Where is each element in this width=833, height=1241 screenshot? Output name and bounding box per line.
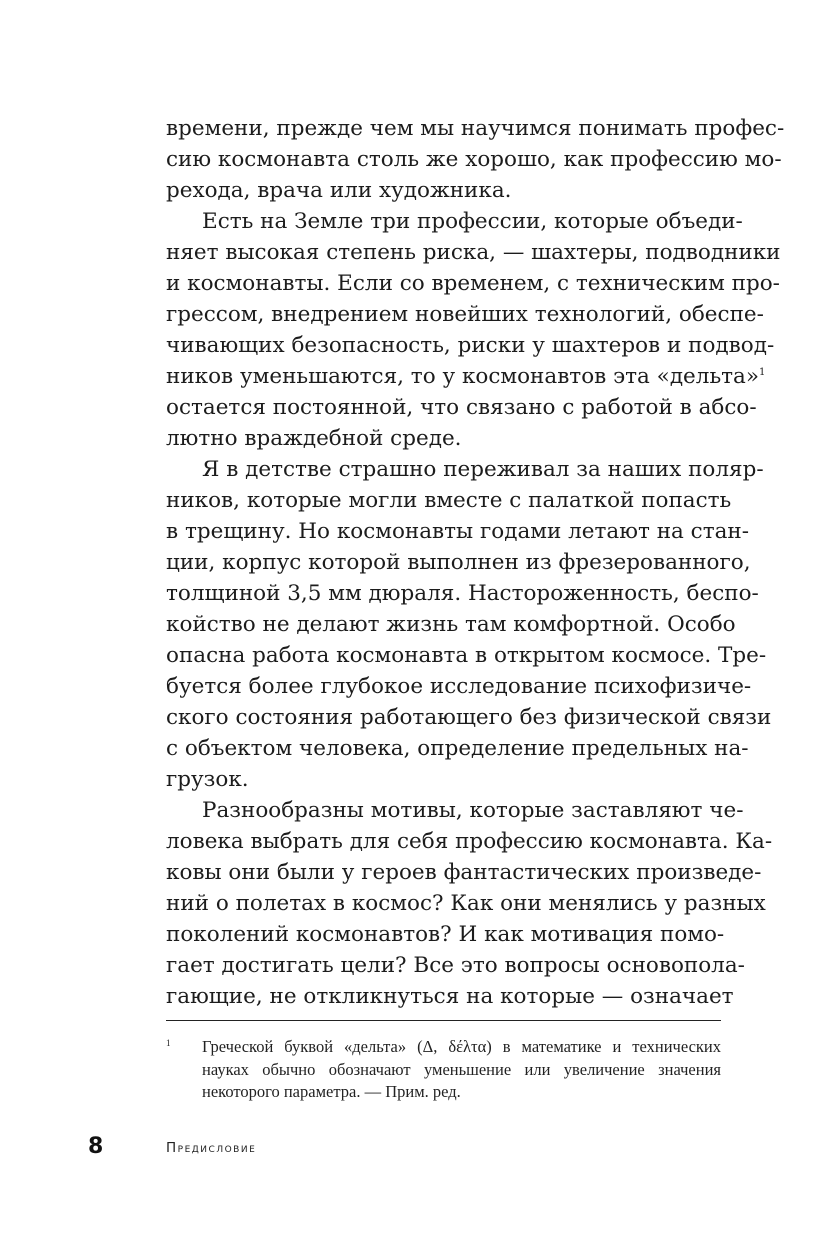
body-line: ковы они были у героев фантастических произведе- [166,860,762,885]
body-line: чивающих безопасность, риски у шахтеров и подвод- [166,333,775,358]
footnote-line: Греческой буквой «дельта» (Δ, δέλτα) в математике и технических [202,1037,721,1056]
body-line-with-footnote-ref [166,361,766,392]
body-line: койство не делают жизнь там комфортной. Особо [166,612,736,637]
body-line: ловека выбрать для себя профессию космонавта. Ка- [166,829,773,854]
paragraph-start-line: Я в детстве страшно переживал за наших поляр- [202,457,764,482]
running-head: Предисловие [166,1140,257,1156]
paragraph-start-line: Есть на Земле три профессии, которые объеди- [202,209,743,234]
body-line: грессом, внедрением новейших технологий, обеспе- [166,302,764,327]
page-number: 8 [88,1134,104,1159]
body-line: толщиной 3,5 мм дюраля. Настороженность, беспо- [166,581,759,606]
body-line: ников, которые могли вместе с палаткой попасть [166,488,732,513]
body-line: ции, корпус которой выполнен из фрезерованного, [166,550,751,575]
body-line: рехода, врача или художника. [166,178,512,203]
footnote-line: некоторого параметра. — Прим. ред. [202,1082,461,1101]
footnote-divider [166,1020,721,1021]
body-line-text: ников уменьшаются, то у космонавтов эта «дельта» [166,364,760,389]
body-line: времени, прежде чем мы научимся понимать профес- [166,116,785,141]
footnote-mark: 1 [166,1038,171,1048]
body-line: остается постоянной, что связано с работой в абсо- [166,395,757,420]
body-line: опасна работа космонавта в открытом космосе. Тре- [166,643,767,668]
body-line: с объектом человека, определение предельных на- [166,736,749,761]
footnote-text [202,1036,721,1104]
body-line: ний о полетах в космос? Как они менялись у разных [166,891,766,916]
body-line: ского состояния работающего без физической связи [166,705,772,730]
paragraph-start-line: Разнообразны мотивы, которые заставляют че- [202,798,744,823]
footnote-reference[interactable]: 1 [759,366,766,378]
body-line: сию космонавта столь же хорошо, как профессию мо- [166,147,782,172]
body-line: поколений космонавтов? И как мотивация помо- [166,922,725,947]
body-text [166,113,785,1012]
footnote-line: науках обычно обозначают уменьшение или увеличение значения [202,1059,721,1079]
body-line: лютно враждебной среде. [166,426,462,451]
body-line: гающие, не откликнуться на которые — означает [166,984,734,1009]
body-line: гает достигать цели? Все это вопросы основопола- [166,953,745,978]
body-line: буется более глубокое исследование психофизиче- [166,674,752,699]
body-line: няет высокая степень риска, — шахтеры, подводники [166,240,781,265]
body-line: грузок. [166,767,249,792]
body-line: в трещину. Но космонавты годами летают на стан- [166,519,750,544]
body-line: и космонавты. Если со временем, с техническим про- [166,271,780,296]
